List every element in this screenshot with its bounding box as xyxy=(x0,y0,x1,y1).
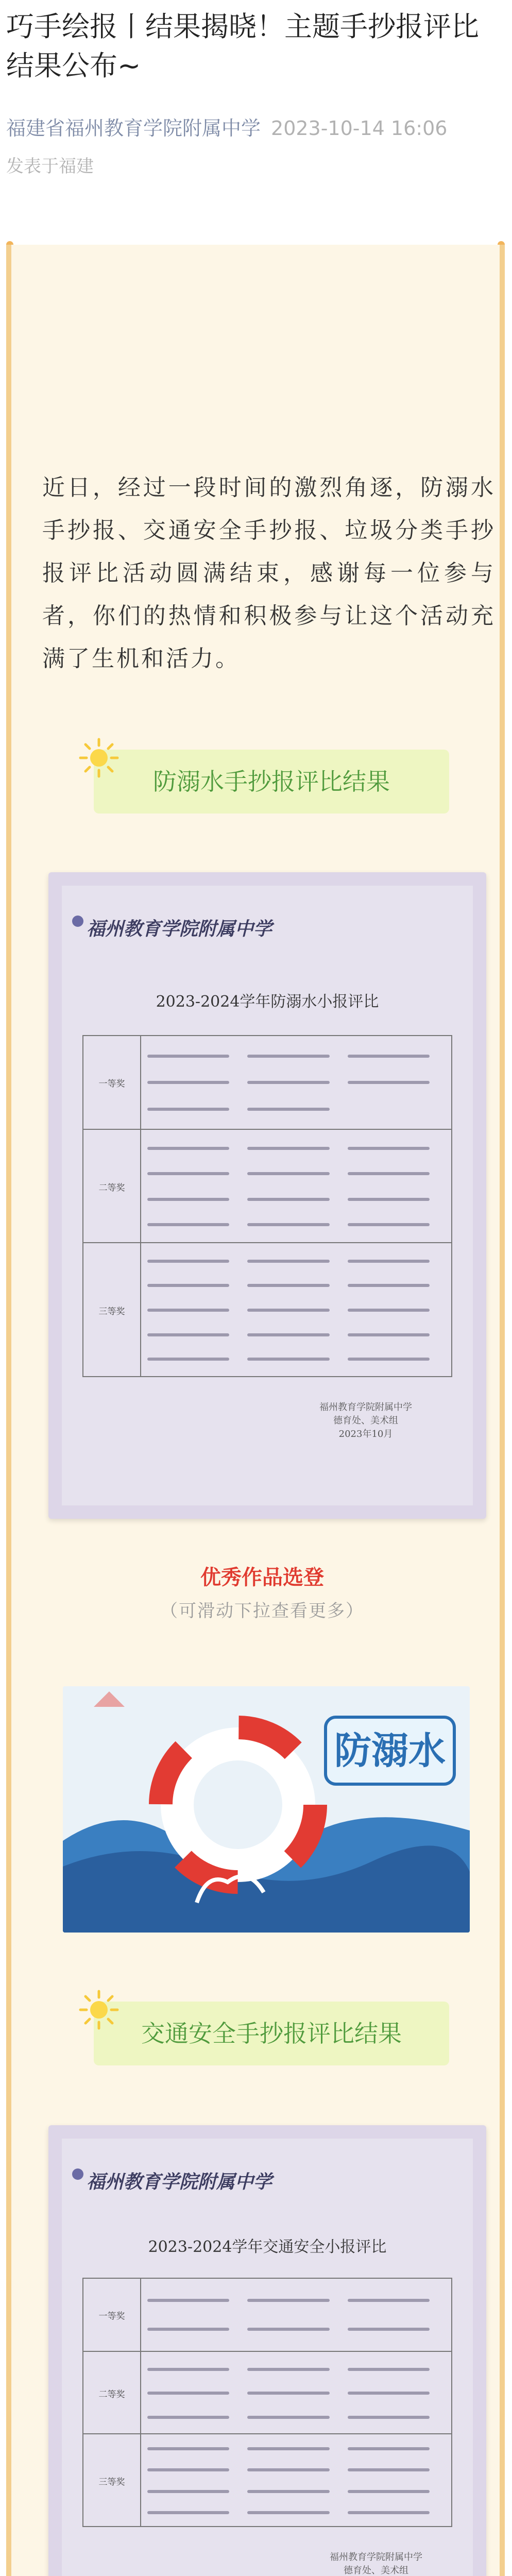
school-logo-icon xyxy=(72,916,83,927)
publish-date: 2023-10-14 16:06 xyxy=(271,117,448,140)
sign-line: 福州教育学院附属中学 xyxy=(319,1402,412,1413)
artwork-carousel[interactable] xyxy=(47,1640,485,1933)
sheet-signature xyxy=(330,2551,422,2576)
sign-line: 2023年10月 xyxy=(338,1429,393,1439)
article-meta xyxy=(6,112,447,141)
winner-names xyxy=(147,1036,448,1129)
award-row xyxy=(83,1242,451,1377)
award-level: 三等奖 xyxy=(83,1243,141,1377)
result-sheet-traffic[interactable] xyxy=(48,2125,486,2576)
award-row xyxy=(83,1036,451,1129)
sheet-page xyxy=(62,2139,473,2576)
featured-works-title: 优秀作品选登 xyxy=(200,1566,324,1589)
sun-icon xyxy=(78,737,120,778)
sign-line: 德育处、美术组 xyxy=(344,2565,408,2576)
featured-works-hint: （可滑动下拉查看更多） xyxy=(160,1601,364,1621)
award-level: 二等奖 xyxy=(83,1130,141,1243)
winner-names xyxy=(147,2434,448,2527)
award-level: 三等奖 xyxy=(83,2434,141,2527)
section-tag-label: 交通安全手抄报评比结果 xyxy=(141,2020,402,2047)
school-logo-icon xyxy=(72,2168,83,2180)
award-level: 一等奖 xyxy=(83,1036,141,1129)
sheet-signature xyxy=(319,1401,412,1441)
sign-line: 福州教育学院附属中学 xyxy=(330,2552,422,2563)
award-level: 二等奖 xyxy=(83,2352,141,2434)
artwork-image[interactable] xyxy=(63,1686,470,1933)
section-tag-drowning xyxy=(94,750,449,814)
sheet-title: 2023-2024学年防溺水小报评比 xyxy=(156,993,379,1011)
sign-line: 德育处、美术组 xyxy=(333,1415,398,1426)
award-row xyxy=(83,2433,451,2527)
winner-names xyxy=(147,1130,448,1243)
sheet-page xyxy=(62,886,473,1505)
intro-paragraph: 近日，经过一段时间的激烈角逐，防溺水手抄报、交通安全手抄报、垃圾分类手抄报评比活动圆满结束，感谢每一位参与者，你们的热情和积极参与让这个活动充满了生机和活力。 xyxy=(42,474,496,672)
award-row xyxy=(83,2279,451,2351)
section-tag-traffic xyxy=(94,2002,449,2065)
artwork-caption: 防溺水 xyxy=(334,1729,446,1772)
award-row xyxy=(83,2351,451,2434)
section-tag-label: 防溺水手抄报评比结果 xyxy=(153,768,390,795)
winner-names xyxy=(147,2352,448,2434)
article-body xyxy=(6,245,505,2576)
publish-location: 发表于福建 xyxy=(6,156,94,177)
sheet-school-name: 福州教育学院附属中学 xyxy=(87,918,272,940)
winner-names xyxy=(147,2279,448,2351)
award-table xyxy=(82,1035,452,1377)
result-sheet-drowning[interactable] xyxy=(48,872,486,1519)
sun-icon xyxy=(78,1989,120,2030)
award-row xyxy=(83,1129,451,1243)
winner-names xyxy=(147,1243,448,1377)
award-table xyxy=(82,2278,452,2527)
sheet-title: 2023-2024学年交通安全小报评比 xyxy=(148,2238,387,2256)
sheet-school-name: 福州教育学院附属中学 xyxy=(87,2171,272,2193)
award-level: 一等奖 xyxy=(83,2279,141,2351)
author-link[interactable]: 福建省福州教育学院附属中学 xyxy=(6,117,261,140)
article-title: 巧手绘报丨结果揭晓！主题手抄报评比结果公布~ xyxy=(6,10,479,82)
